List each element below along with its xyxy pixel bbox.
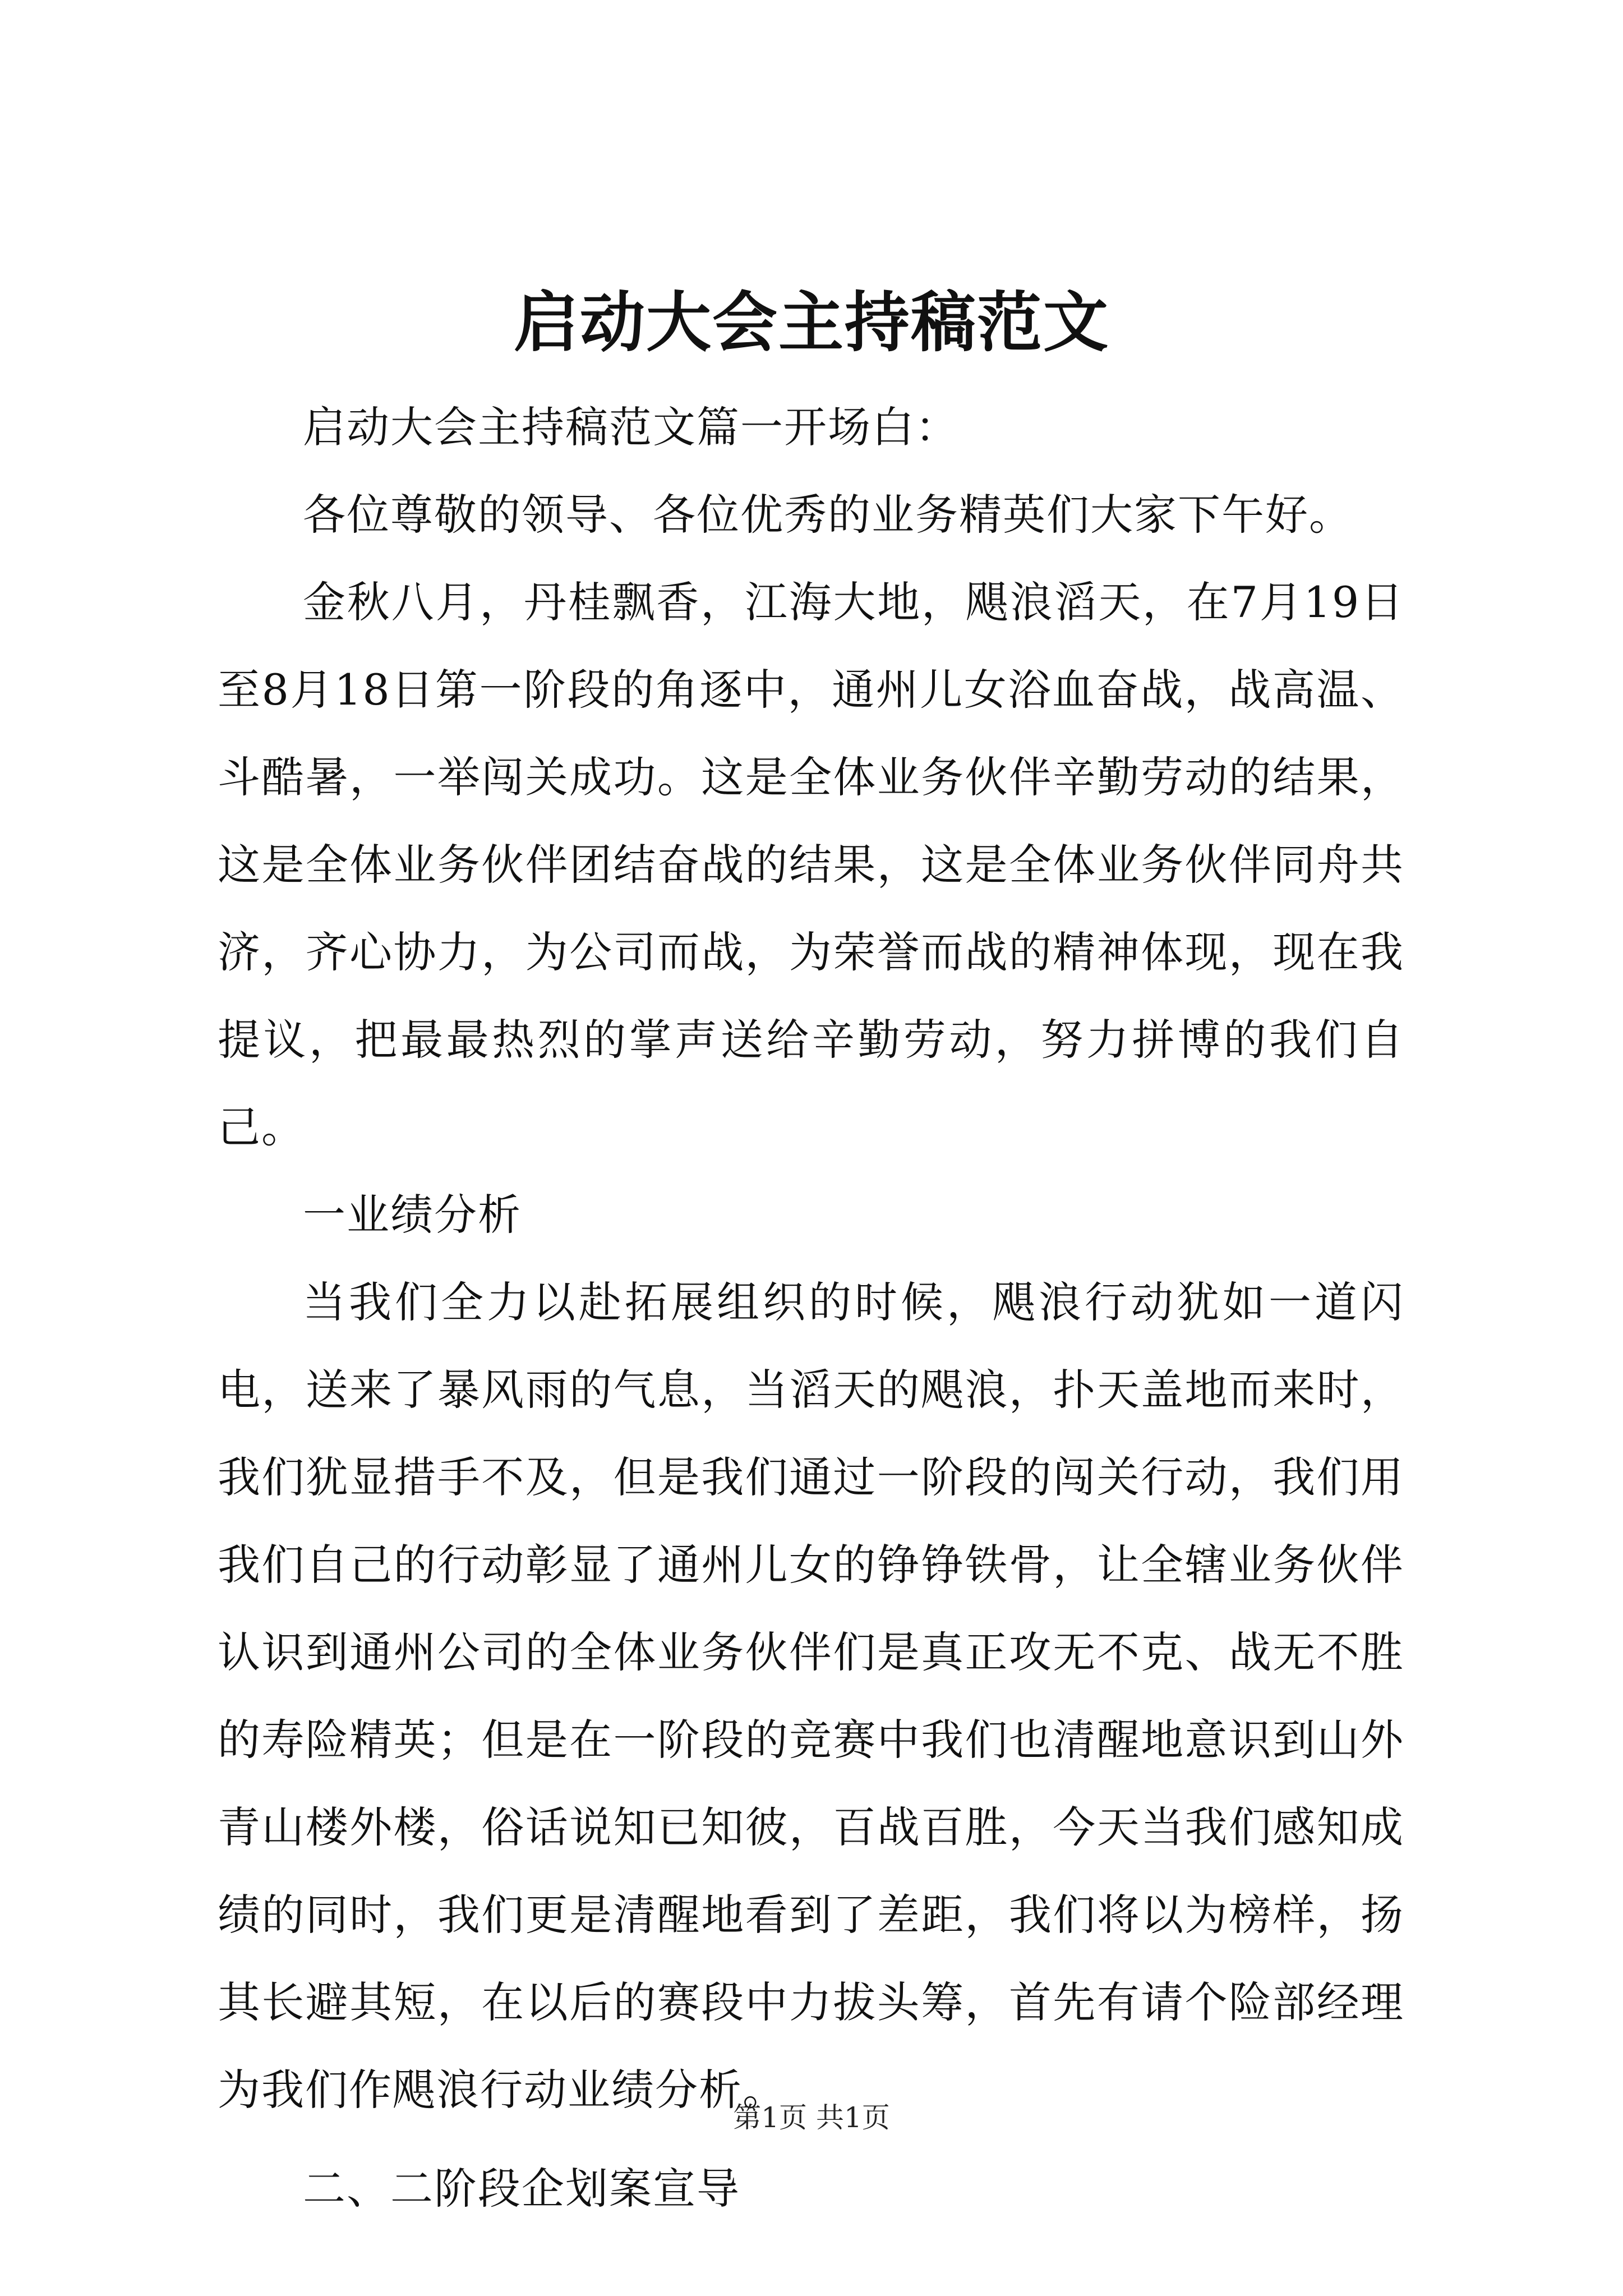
paragraph-performance-analysis: 当我们全力以赴拓展组织的时候，飓浪行动犹如一道闪电，送来了暴风雨的气息，当滔天的飓浪，扑天盖地而来时，我们犹显措手不及，但是我们通过一阶段的闯关行动，我们用我们自己的行动彰显了通州儿女的铮铮铁骨，让全辖业务伙伴认识到通州公司的全体业务伙伴们是真正攻无不克、战无不胜的寿险精英；但是在一阶段的竞赛中我们也清醒地意识到山外青山楼外楼，俗话说知已知彼，百战百胜，今天当我们感知成绩的同时，我们更是清醒地看到了差距，我们将以为榜样，扬其长避其短，在以后的赛段中力拔头筹，首先有请个险部经理为我们作飓浪行动业绩分析。 [218,1277,1404,2115]
document-body [218,384,1404,2233]
paragraph-greeting: 各位尊敬的领导、各位优秀的业务精英们大家下午好。 [303,490,1353,540]
page-footer: 第1页 共1页 [733,2101,890,2134]
paragraph-opening-label: 启动大会主持稿范文篇一开场白： [303,402,959,452]
paragraph-intro: 金秋八月，丹桂飘香，江海大地，飓浪滔天，在7月19日至8月18日第一阶段的角逐中，通州儿女浴血奋战，战高温、斗酷暑，一举闯关成功。这是全体业务伙伴辛勤劳动的结果，这是全体业务伙伴团结奋战的结果，这是全体业务伙伴同舟共济，齐心协力，为公司而战，为荣誉而战的精神体现，现在我提议，把最最热烈的掌声送给辛勤劳动，努力拼博的我们自己。 [218,577,1404,1152]
document-title: 启动大会主持稿范文 [514,284,1109,361]
paragraph-section-heading-2: 二、二阶段企划案宣导 [303,2164,740,2214]
paragraph-section-heading-1: 一业绩分析 [303,1190,522,1240]
